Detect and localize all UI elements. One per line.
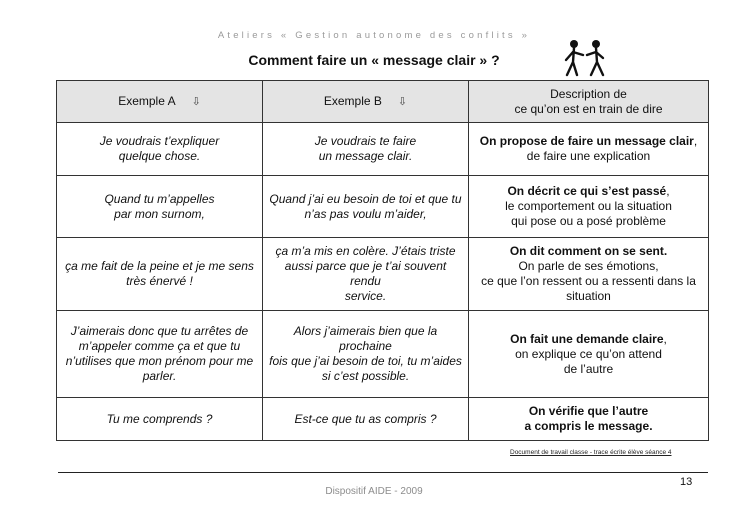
example-a-cell	[57, 238, 263, 311]
example-a-cell	[57, 176, 263, 238]
description-cell	[469, 176, 709, 238]
page-title: Comment faire un « message clair » ?	[248, 52, 500, 68]
message-clair-table	[56, 80, 709, 441]
example-a-cell	[57, 311, 263, 398]
cell-line: aussi parce que je t’ai souvent rendu	[284, 259, 447, 288]
description-cell	[469, 311, 709, 398]
cell-line: le comportement ou la situation	[505, 199, 672, 213]
cell-line: quelque chose.	[118, 149, 201, 163]
cell-line: Quand j’ai eu besoin de toi et que tu	[269, 191, 462, 206]
cell-line: J’aimerais donc que tu arrêtes de	[70, 324, 249, 338]
page-number: 13	[680, 476, 693, 488]
document-footnote: Document de travail classe - trace écrite élève séance 4	[510, 449, 672, 456]
description-keyphrase: On dit comment on se sent.	[509, 244, 668, 258]
description-keyphrase: On propose de faire un message clair	[479, 134, 694, 148]
cell-text: ,	[693, 134, 698, 148]
footer-divider	[58, 472, 708, 473]
example-b-cell	[263, 123, 469, 176]
cell-line: Quand tu m’appelles	[104, 191, 215, 206]
cell-line: Je voudrais te faire	[314, 134, 417, 148]
cell-line: ce que l’on ressent ou a ressenti dans la	[481, 274, 696, 288]
workshop-header: Ateliers « Gestion autonome des conflits »	[217, 30, 531, 41]
example-b-cell	[263, 311, 469, 398]
cell-line: Tu me comprends ?	[106, 411, 213, 426]
cell-line: de l’autre	[563, 361, 614, 376]
cell-line: m’appeler comme ça et que tu	[78, 339, 241, 353]
cell-line: Est-ce que tu as compris ?	[294, 411, 437, 426]
two-people-illustration	[561, 38, 609, 78]
header-description	[469, 81, 709, 123]
header-example-b-label: Exemple B	[323, 93, 382, 108]
cell-line: On parle de ses émotions,	[518, 259, 659, 273]
header-description-line: ce qu’on est en train de dire	[514, 101, 663, 116]
table-row	[57, 123, 709, 176]
cell-line: Alors j’aimerais bien que la prochaine	[293, 324, 438, 353]
table-row	[57, 311, 709, 398]
example-b-cell	[263, 238, 469, 311]
description-keyphrase: On fait une demande claire	[510, 331, 664, 346]
table-row	[57, 238, 709, 311]
description-keyphrase: a compris le message.	[524, 419, 653, 433]
example-a-cell	[57, 123, 263, 176]
cell-line: Je voudrais t’expliquer	[99, 134, 220, 148]
header-example-a	[57, 81, 263, 123]
cell-line: fois que j’ai besoin de toi, tu m’aides	[269, 354, 462, 368]
header-description-line: Description de	[550, 86, 627, 101]
cell-line: de faire une explication	[526, 149, 651, 163]
cell-line: très énervé !	[126, 274, 193, 288]
cell-line: situation	[566, 289, 611, 303]
table-header-row	[57, 81, 709, 123]
description-cell	[469, 123, 709, 176]
footer-text: Dispositif AIDE - 2009	[325, 486, 423, 497]
example-a-cell	[57, 398, 263, 441]
cell-line: qui pose ou a posé problème	[511, 214, 666, 228]
example-b-cell	[263, 398, 469, 441]
example-b-cell	[263, 176, 469, 238]
cell-text: ,	[663, 331, 667, 346]
cell-line: si c’est possible.	[321, 369, 410, 383]
description-keyphrase: On vérifie que l’autre	[528, 404, 649, 418]
cell-line: n’as pas voulu m’aider,	[304, 206, 427, 221]
cell-line: parler.	[142, 369, 177, 383]
cell-line: on explique ce qu’on attend	[515, 346, 662, 361]
cell-line: un message clair.	[318, 149, 413, 163]
cell-line: ça m’a mis en colère. J’étais triste	[275, 244, 456, 258]
description-keyphrase: On décrit ce qui s’est passé	[507, 184, 667, 198]
header-example-a-label: Exemple A	[118, 93, 176, 108]
table-row	[57, 398, 709, 441]
description-cell	[469, 238, 709, 311]
description-cell	[469, 398, 709, 441]
cell-line: ça me fait de la peine et je me sens	[65, 259, 254, 273]
cell-line: n’utilises que mon prénom pour me	[65, 354, 254, 368]
cell-text: ,	[666, 184, 670, 198]
down-arrow-icon: ⇩	[191, 95, 201, 108]
table-row	[57, 176, 709, 238]
cell-line: par mon surnom,	[114, 206, 205, 221]
cell-line: service.	[344, 289, 387, 303]
header-example-b	[263, 81, 469, 123]
down-arrow-icon: ⇩	[397, 95, 408, 108]
